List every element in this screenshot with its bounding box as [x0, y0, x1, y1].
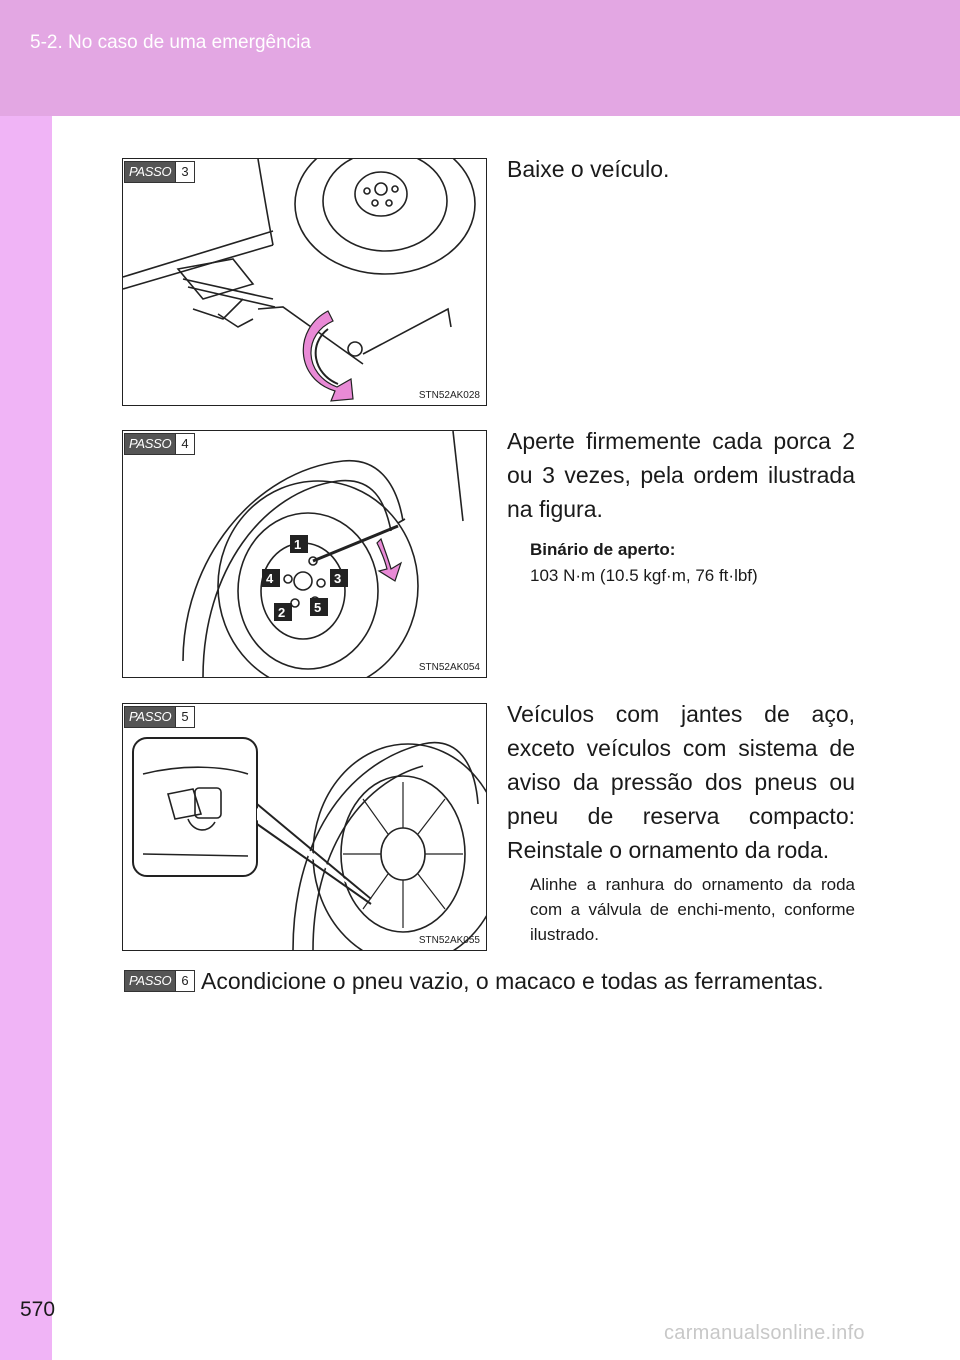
step-badge-number: 4	[175, 434, 193, 454]
step-3-text: Baixe o veículo.	[507, 156, 670, 182]
section-title: 5-2. No caso de uma emergência	[30, 32, 311, 53]
page-number: 570	[20, 1298, 56, 1321]
side-margin-bar	[0, 116, 52, 1360]
nut-tag-2: 2	[278, 605, 286, 620]
figure-code: STN52AK028	[418, 390, 480, 401]
nut-tag-3: 3	[334, 571, 342, 586]
figure-code: STN52AK054	[418, 662, 480, 673]
step-6-badge	[124, 970, 195, 992]
figure-wheel-ornament	[122, 703, 487, 951]
torque-value: 103 N·m (10.5 kgf·m, 76 ft·lbf)	[530, 566, 758, 585]
step-badge-label: PASSO	[125, 971, 175, 991]
step-badge-number: 5	[175, 707, 193, 727]
step-4-badge	[124, 433, 195, 455]
torque-label: Binário de aperto:	[530, 540, 676, 559]
step-3-badge	[124, 161, 195, 183]
nut-tightening-illustration	[123, 431, 486, 677]
step-5-note: Alinhe a ranhura do ornamento da roda com a válvula de enchi-mento, conforme ilustrado.	[530, 875, 855, 944]
header-bar	[0, 0, 960, 116]
watermark: carmanualsonline.info	[664, 1322, 865, 1344]
step-badge-number: 3	[175, 162, 193, 182]
step-4-text: Aperte firmemente cada porca 2 ou 3 vezes, pela ordem ilustrada na figura.	[507, 428, 855, 522]
step-badge-label: PASSO	[125, 162, 175, 182]
figure-lower-vehicle	[122, 158, 487, 406]
nut-tag-4: 4	[266, 571, 274, 586]
figure-tighten-nuts	[122, 430, 487, 678]
wheel-ornament-illustration	[123, 704, 486, 950]
step-badge-number: 6	[175, 971, 193, 991]
nut-tag-1: 1	[294, 537, 302, 552]
nut-tag-5: 5	[314, 600, 322, 615]
step-6-text: Acondicione o pneu vazio, o macaco e todas as ferramentas.	[201, 968, 824, 994]
jack-lowering-illustration	[123, 159, 486, 405]
step-badge-label: PASSO	[125, 707, 175, 727]
step-5-badge	[124, 706, 195, 728]
nut-order-tags	[262, 535, 348, 621]
figure-code: STN52AK055	[418, 935, 480, 946]
step-5-text: Veículos com jantes de aço, exceto veículos com sistema de aviso da pressão dos pneus ou pneu de reserva compacto: Reinstale o ornamento da roda.	[507, 701, 855, 863]
step-badge-label: PASSO	[125, 434, 175, 454]
